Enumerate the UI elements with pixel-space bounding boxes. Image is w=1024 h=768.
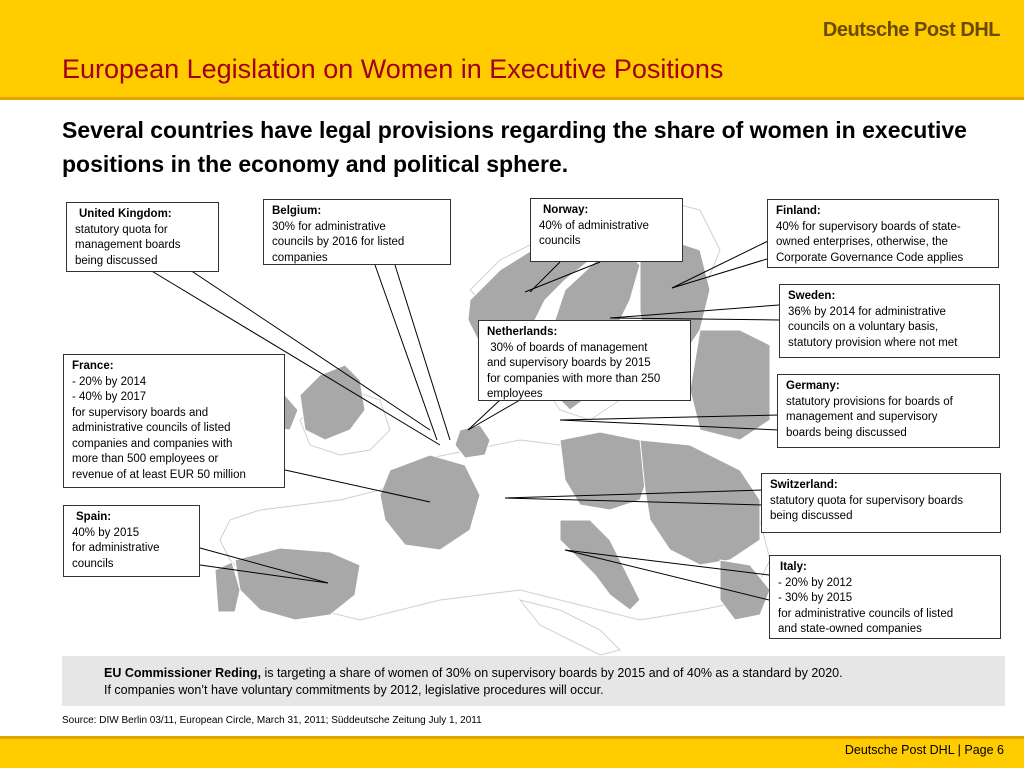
callout-norway-title: Norway:	[543, 204, 589, 216]
callout-france	[63, 354, 285, 488]
callout-germany-line: management and supervisory	[786, 411, 938, 423]
callout-uk-line: statutory quota for	[75, 223, 168, 236]
callout-belgium	[263, 199, 451, 265]
callout-spain-line: 40% by 2015	[72, 526, 140, 539]
callout-france-line: for supervisory boards and	[72, 406, 209, 419]
callout-belgium-line: 30% for administrative	[272, 220, 386, 233]
callout-belgium-line: councils by 2016 for listed	[272, 236, 405, 248]
callout-germany-line: boards being discussed	[786, 426, 907, 439]
callout-uk-line: being discussed	[75, 254, 158, 267]
callout-france-title: France:	[72, 360, 114, 372]
callout-uk-title: United Kingdom:	[79, 208, 172, 220]
callout-germany-line: statutory provisions for boards of	[786, 395, 953, 408]
callout-france-line: - 40% by 2017	[72, 391, 147, 403]
callout-norway	[530, 198, 683, 262]
callout-netherlands-line: 30% of boards of management	[487, 341, 648, 354]
callout-germany	[777, 374, 1000, 448]
callout-uk	[66, 202, 219, 272]
callout-netherlands-title: Netherlands:	[487, 326, 558, 338]
callout-france-line: more than 500 employees or	[72, 453, 219, 465]
callout-switzerland	[761, 473, 1001, 533]
callout-sweden-line: 36% by 2014 for administrative	[788, 305, 946, 318]
brand-logo: Deutsche Post DHL	[822, 19, 1000, 41]
callout-netherlands	[478, 320, 691, 401]
callout-france-line: companies and companies with	[72, 437, 233, 450]
info-bold: EU Commissioner Reding,	[104, 666, 261, 680]
info-text	[104, 665, 994, 699]
callout-italy-line: and state-owned companies	[778, 623, 922, 635]
callout-finland	[767, 199, 999, 268]
info-rest: is targeting a share of women of 30% on supervisory boards by 2015 and of 40% as a standard by 2020.	[260, 666, 843, 680]
callout-sweden-title: Sweden:	[788, 290, 836, 302]
callout-finland-line: Corporate Governance Code applies	[776, 251, 964, 264]
callout-norway-line: councils	[539, 235, 581, 247]
callout-sweden-line: statutory provision where not met	[788, 336, 958, 349]
callout-belgium-line: companies	[272, 251, 328, 264]
callout-france-line: - 20% by 2014	[72, 375, 147, 388]
callout-switzerland-line: statutory quota for supervisory boards	[770, 494, 964, 507]
callout-france-line: administrative councils of listed	[72, 422, 231, 434]
callout-netherlands-line: for companies with more than 250	[487, 372, 661, 385]
info-line-1	[104, 665, 994, 682]
callout-switzerland-title: Switzerland:	[770, 479, 838, 491]
callout-italy-title: Italy:	[780, 561, 807, 573]
source-note: Source: DIW Berlin 03/11, European Circle, March 31, 2011; Süddeutsche Zeitung July 1, 2011	[62, 715, 482, 726]
callout-spain-line: councils	[72, 557, 114, 570]
callout-sweden-line: councils on a voluntary basis,	[788, 321, 939, 333]
callout-finland-title: Finland:	[776, 205, 821, 217]
callout-italy	[769, 555, 1001, 639]
callout-switzerland-line: being discussed	[770, 510, 853, 522]
page-title: European Legislation on Women in Executive Positions	[62, 54, 724, 84]
callout-spain-title: Spain:	[76, 511, 112, 523]
callout-italy-line: - 20% by 2012	[778, 576, 853, 589]
callout-finland-line: owned enterprises, otherwise, the	[776, 236, 948, 248]
callout-germany-title: Germany:	[786, 380, 840, 392]
callout-belgium-title: Belgium:	[272, 205, 322, 217]
info-line-2: If companies won’t have voluntary commitments by 2012, legislative procedures will occur.	[104, 683, 604, 697]
callout-netherlands-line: and supervisory boards by 2015	[487, 357, 651, 369]
callout-uk-line: management boards	[75, 239, 181, 251]
subtitle: Several countries have legal provisions regarding the share of women in executive positions in the economy and political sphere.	[62, 117, 967, 177]
callout-italy-line: - 30% by 2015	[778, 592, 853, 604]
callout-france-line: revenue of at least EUR 50 million	[72, 468, 246, 481]
callout-netherlands-line: employees	[487, 388, 543, 400]
callout-finland-line: 40% for supervisory boards of state-	[776, 220, 961, 233]
callout-spain	[63, 505, 200, 577]
callout-italy-line: for administrative councils of listed	[778, 607, 954, 620]
callout-spain-line: for administrative	[72, 542, 160, 554]
footer-page-label: Deutsche Post DHL | Page 6	[844, 743, 1004, 757]
callout-norway-line: 40% of administrative	[539, 219, 649, 232]
callout-sweden	[779, 284, 1000, 358]
